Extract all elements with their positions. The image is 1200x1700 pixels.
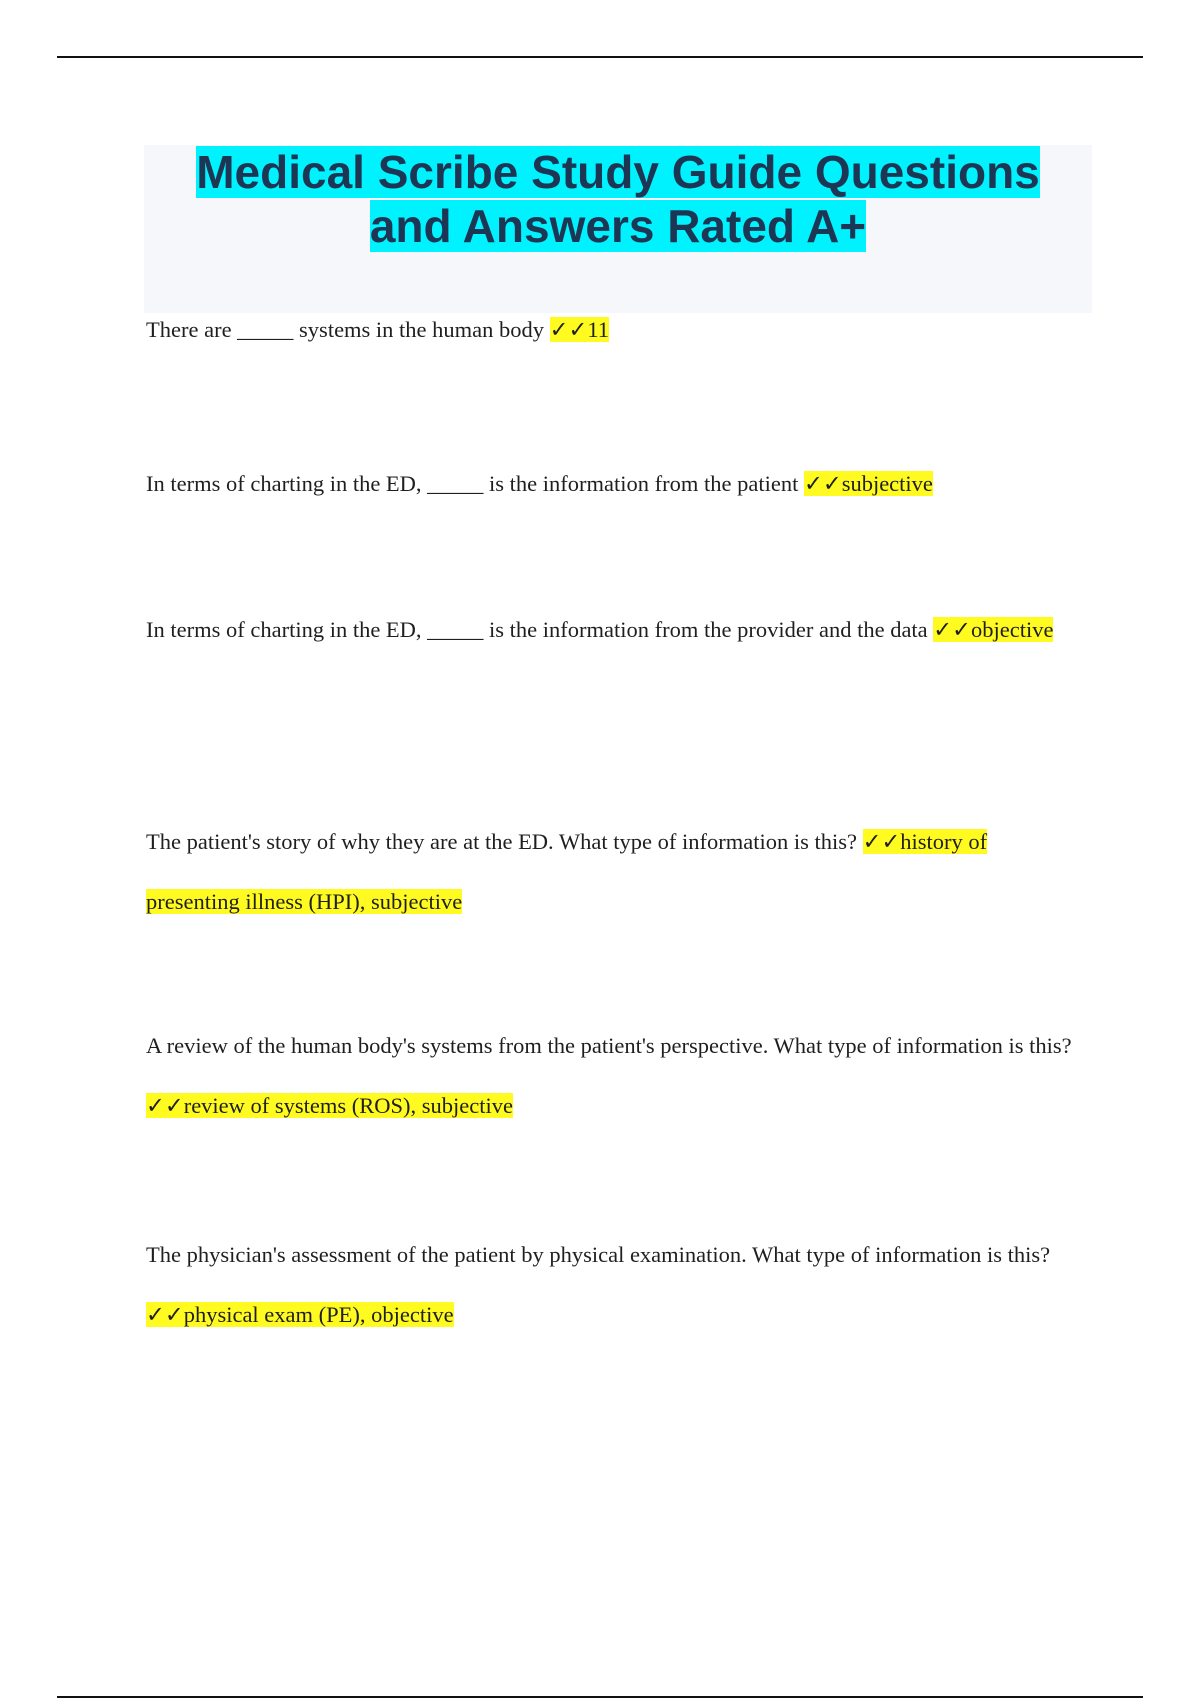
answer-highlight: ✓✓physical exam (PE), objective: [146, 1302, 454, 1327]
top-rule: [57, 56, 1143, 58]
bottom-rule: [57, 1696, 1143, 1698]
question-text: In terms of charting in the ED, _____ is the information from the patient: [146, 471, 804, 496]
qa-item-5: [146, 1016, 1086, 1136]
qa-item-3: [146, 600, 1086, 660]
answer-highlight: ✓✓review of systems (ROS), subjective: [146, 1093, 514, 1118]
question-text: In terms of charting in the ED, _____ is the information from the provider and the data: [146, 617, 934, 642]
qa-item-6: [146, 1225, 1086, 1345]
title-line-2: and Answers Rated A+: [369, 200, 867, 252]
question-text: A review of the human body's systems from the patient's perspective. What type of information is this?: [146, 1033, 1072, 1058]
qa-item-2: [146, 454, 1086, 514]
page-title: [144, 145, 1092, 253]
answer-highlight: ✓✓history of presenting illness (HPI), subjective: [146, 829, 988, 914]
answer-highlight: ✓✓11: [549, 317, 610, 342]
qa-item-1: [146, 300, 1086, 360]
question-text: There are _____ systems in the human body: [146, 317, 550, 342]
answer-highlight: ✓✓subjective: [803, 471, 933, 496]
title-line-1: Medical Scribe Study Guide Questions: [196, 146, 1040, 198]
question-text: The physician's assessment of the patient by physical examination. What type of information is this?: [146, 1242, 1051, 1267]
answer-highlight: ✓✓objective: [933, 617, 1054, 642]
question-text: The patient's story of why they are at the ED. What type of information is this?: [146, 829, 863, 854]
qa-item-4: [146, 812, 1086, 932]
